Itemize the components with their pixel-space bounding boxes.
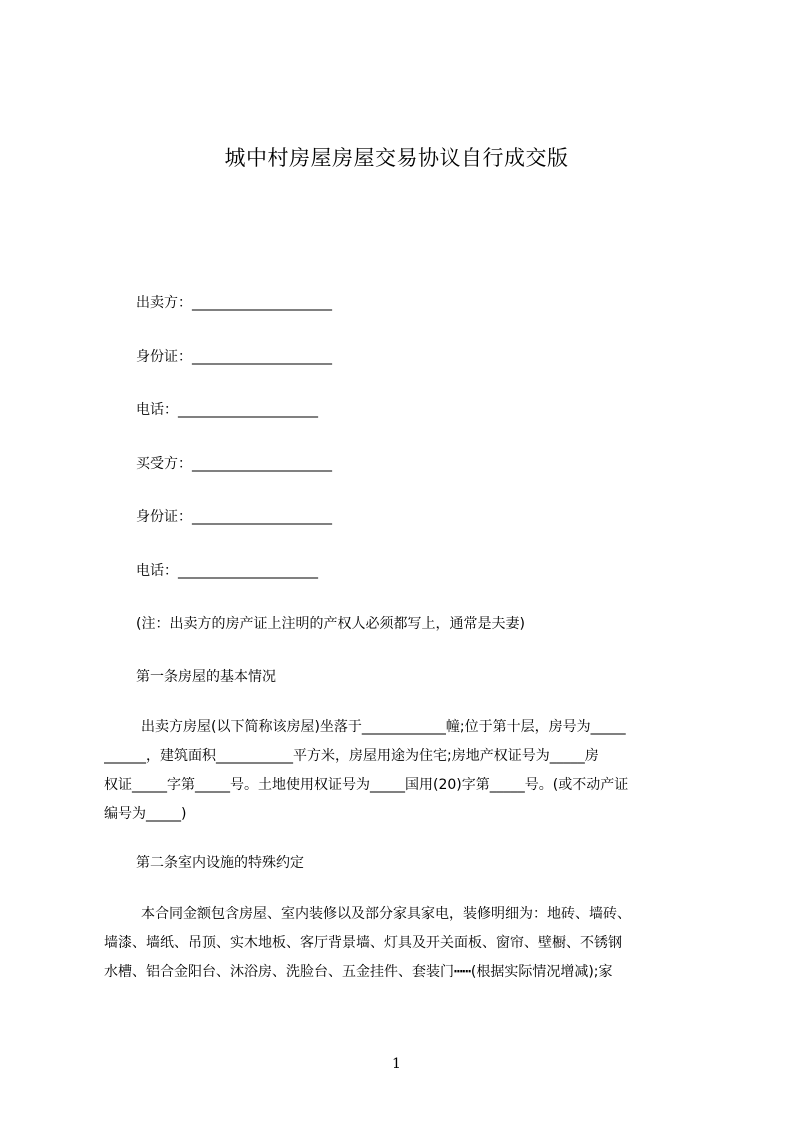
article2-line: 水槽、铝合金阳台、沐浴房、洗脸台、五金挂件、套装门┅┅(根据实际情况增减);家 xyxy=(104,964,613,980)
buyer-phone-field: 电话：____________________ xyxy=(136,563,318,579)
page-number: 1 xyxy=(392,1056,401,1072)
article1-line: 出卖方房屋(以下简称该房屋)坐落于____________幢;位于第十层，房号为_____ xyxy=(141,719,626,735)
buyer-id-field: 身份证：____________________ xyxy=(136,509,332,525)
article1-line: 权证_____字第_____号。土地使用权证号为_____国用(20)字第_____号。(或不动产证 xyxy=(104,777,629,793)
article2-body xyxy=(104,900,699,987)
article1-line: ______，建筑面积___________平方米，房屋用途为住宅;房地产权证号为_____房 xyxy=(104,748,599,764)
seller-name-field: 出卖方：____________________ xyxy=(136,295,332,311)
article1-line: 编号为_____) xyxy=(104,806,187,822)
seller-id-field: 身份证：____________________ xyxy=(136,349,332,365)
document-title: 城中村房屋房屋交易协议自行成交版 xyxy=(224,146,569,170)
seller-phone-field: 电话：____________________ xyxy=(136,402,318,418)
article2-heading: 第二条室内设施的特殊约定 xyxy=(136,855,304,871)
article2-line: 墙漆、墙纸、吊顶、实木地板、客厅背景墙、灯具及开关面板、窗帘、壁橱、不锈钢 xyxy=(104,935,622,951)
buyer-name-field: 买受方：____________________ xyxy=(136,456,332,472)
article1-heading: 第一条房屋的基本情况 xyxy=(136,669,276,685)
owner-note: (注：出卖方的房产证上注明的产权人必须都写上，通常是夫妻) xyxy=(136,616,525,632)
article2-line: 本合同金额包含房屋、室内装修以及部分家具家电，装修明细为：地砖、墙砖、 xyxy=(141,906,631,922)
article1-body xyxy=(104,713,699,829)
